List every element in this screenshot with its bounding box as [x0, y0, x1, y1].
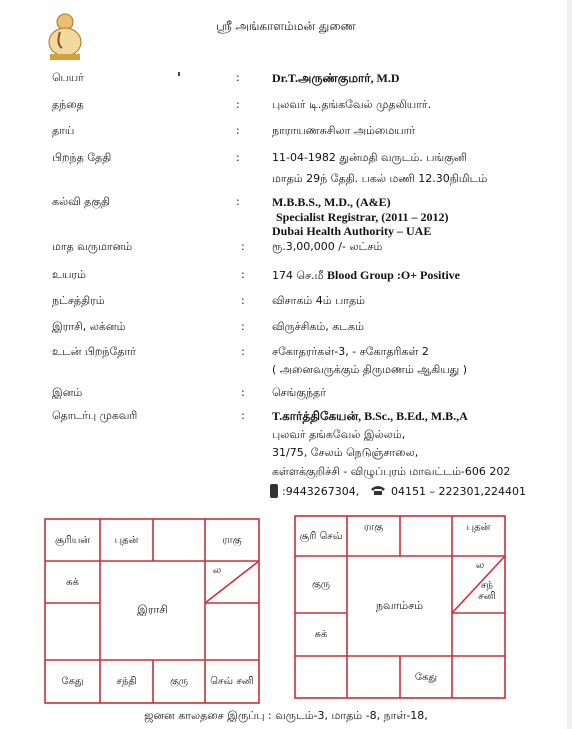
- rasi-center: இராசி: [137, 603, 168, 617]
- rasi-house-2: புதன்: [114, 534, 139, 546]
- field-value: ரூ.3,00,000 /- லட்சம்: [272, 240, 383, 253]
- field-colon: :: [241, 240, 245, 253]
- field-label: இனம்: [52, 386, 83, 399]
- dasa-balance-footer: ஜனன காலதசை இருப்பு : வருடம்-3, மாதம் -8, நாள்-18,: [144, 709, 428, 722]
- rasi-house-12: சுக்: [66, 576, 79, 588]
- field-label: பெயர்: [52, 71, 84, 84]
- field-value: விருச்சிகம், கடகம்: [272, 320, 364, 333]
- field-label: உடன் பிறந்தோர்: [52, 345, 136, 358]
- field-row-father: [0, 98, 572, 116]
- rasi-house-8: சந்தி: [116, 676, 137, 687]
- navamsa-lagna: ல: [475, 559, 485, 571]
- mobile-number: :9443267304,: [282, 485, 360, 498]
- field-value-cont: கள்ளக்குறிச்சி - விழுப்புரம் மாவட்டம்-606 202: [272, 465, 511, 478]
- field-row-star: [0, 294, 572, 312]
- field-label: தொடர்பு முகவரி: [52, 409, 138, 422]
- field-colon: :: [241, 345, 245, 358]
- rasi-lagna: ல: [212, 564, 222, 576]
- rasi-house-6: செவ் சனி: [210, 676, 254, 687]
- field-value: சகோதரர்கள்-3, - சகோதரிகள் 2: [272, 345, 429, 358]
- field-colon: :: [241, 268, 245, 281]
- field-colon: :: [241, 294, 245, 307]
- telephone-icon: [370, 485, 386, 495]
- field-row-rasi: [0, 320, 572, 338]
- navamsa-house-4: புதன்: [466, 521, 491, 533]
- navamsa-house-2: ராகு: [363, 521, 384, 533]
- field-value-cont: Dubai Health Authority – UAE: [272, 224, 432, 238]
- field-row-mother: [0, 124, 572, 142]
- field-row-dob: [0, 151, 572, 169]
- blood-group: Blood Group :O+ Positive: [327, 268, 460, 282]
- field-label: இராசி, லக்னம்: [52, 320, 126, 333]
- field-colon: :: [236, 195, 240, 208]
- field-label: கல்வி தகுதி: [52, 195, 111, 208]
- field-label: உயரம்: [52, 268, 86, 281]
- height-value: 174 செ.மீ: [272, 269, 324, 282]
- field-value: T.கார்த்திகேயன், B.Sc., B.Ed., M.B.,A: [272, 409, 468, 423]
- field-label: பிறந்த தேதி: [52, 151, 112, 164]
- field-value: விசாகம் 4ம் பாதம்: [272, 294, 366, 307]
- rasi-house-1: சூரியன்: [54, 534, 91, 546]
- field-value: புலவர் டி.தங்கவேல் முதலியார்.: [272, 98, 432, 111]
- field-label: தாய்: [52, 124, 75, 137]
- landline-number: 04151 – 222301,224401: [391, 485, 526, 498]
- field-value: 11-04-1982 துன்மதி வருடம். பங்குனி: [272, 151, 468, 164]
- field-colon: :: [236, 98, 240, 111]
- rasi-house-4: ராகு: [222, 534, 242, 546]
- rasi-house-3: [153, 519, 205, 561]
- field-row-siblings: [0, 345, 572, 363]
- navamsa-house-3: [400, 516, 452, 556]
- rasi-house-7: குரு: [169, 676, 189, 687]
- navamsa-center: நவாம்சம்: [375, 598, 424, 612]
- field-colon: :: [241, 409, 245, 422]
- page-title: ஸ்ரீ அங்காளம்மன் துணை: [216, 19, 356, 33]
- field-label: தந்தை: [52, 98, 84, 111]
- field-colon: :: [236, 71, 240, 84]
- field-colon: :: [241, 386, 245, 399]
- field-colon: :: [236, 124, 240, 137]
- rasi-house-9: கேது: [61, 676, 84, 687]
- field-colon: :: [241, 320, 245, 333]
- field-value: நாராயணசுசிலா அம்மையார்: [272, 124, 416, 137]
- field-value-cont: Specialist Registrar, (2011 – 2012): [276, 210, 449, 224]
- field-row-income: [0, 240, 572, 258]
- field-row-contact: [0, 409, 572, 427]
- field-value: M.B.B.S., M.D., (A&E): [272, 195, 391, 209]
- field-row-community: [0, 386, 572, 404]
- field-value: செங்குந்தர்: [272, 386, 326, 399]
- field-value-cont: புலவர் தங்கவேல் இல்லம்,: [272, 428, 406, 441]
- field-value-cont: ( அனைவருக்கும் திருமணம் ஆகியது ): [272, 363, 467, 376]
- navamsa-house-12: குரு: [311, 579, 331, 590]
- field-value: [272, 268, 460, 284]
- field-label: நட்சத்திரம்: [52, 294, 105, 307]
- navamsa-house-1: சூரி செவ்: [299, 530, 343, 542]
- navamsa-house-8: கேது: [414, 671, 438, 683]
- field-row-name: [0, 71, 572, 89]
- navamsa-house-5: சந் சனி: [478, 580, 496, 602]
- field-value-cont: மாதம் 29ந் தேதி. பகல் மணி 12.30நிமிடம்: [272, 172, 488, 185]
- navamsa-house-11: சுக்: [314, 629, 328, 640]
- mobile-phone-icon: [270, 484, 278, 498]
- field-row-height: [0, 268, 572, 286]
- field-colon: :: [236, 151, 240, 164]
- field-value-cont: 31/75, சேலம் நெடுஞ்சாலை,: [272, 446, 419, 459]
- field-value: Dr.T.அருண்குமார், M.D: [272, 71, 400, 85]
- field-label: மாத வருமானம்: [52, 240, 133, 253]
